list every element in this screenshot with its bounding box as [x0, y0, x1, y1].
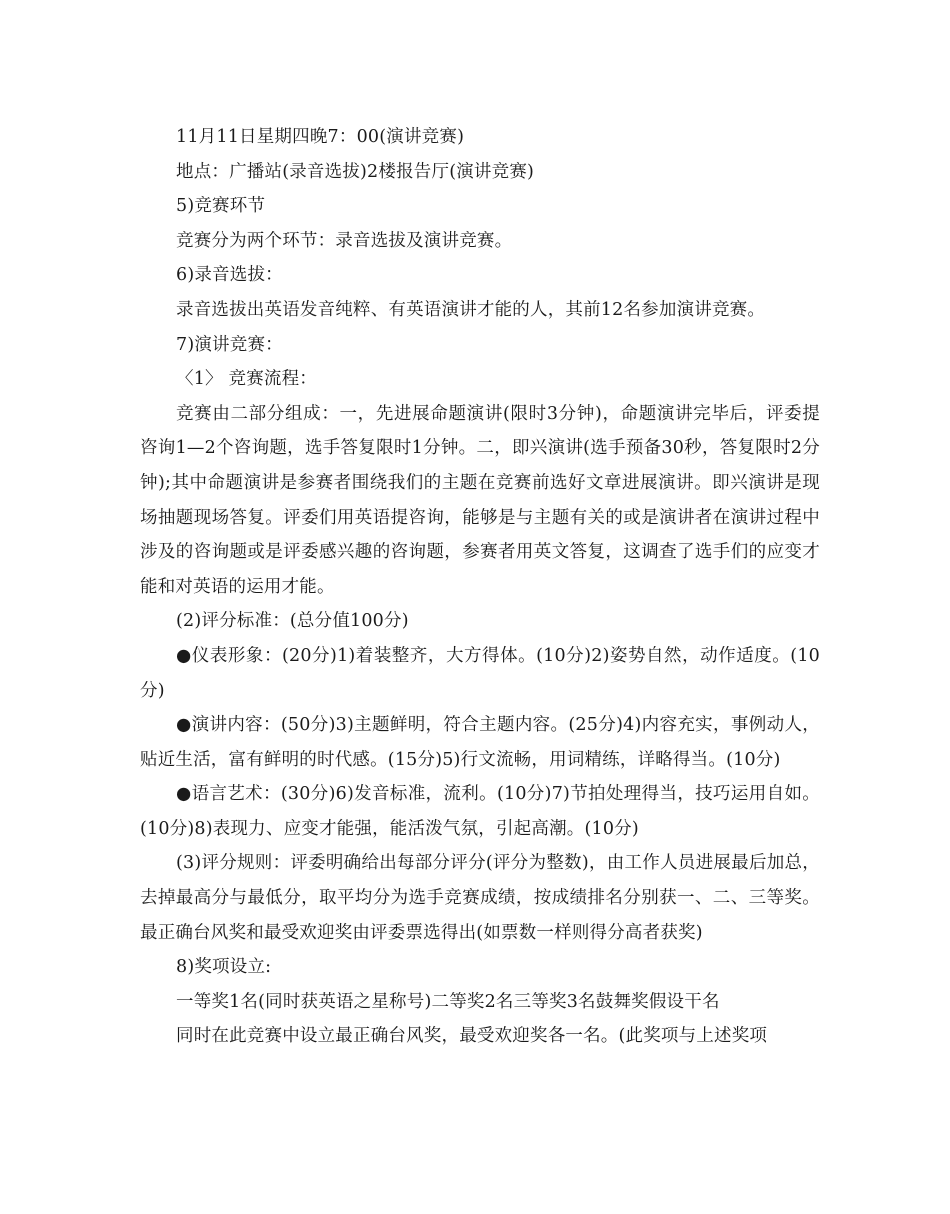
paragraph-special-awards: 同时在此竞赛中设立最正确台风奖，最受欢迎奖各一名。(此奖项与上述奖项 — [176, 1026, 768, 1047]
paragraph-schedule-time: 11月11日星期四晚7：00(演讲竞赛) — [176, 127, 465, 147]
heading-competition-stages: 5)竞赛环节 — [176, 196, 266, 217]
paragraph-recording-selection: 录音选拔出英语发音纯粹、有英语演讲才能的人，其前12名参加演讲竞赛。 — [176, 299, 766, 320]
paragraph-award-list: 一等奖1名(同时获英语之星称号)二等奖2名三等奖3名鼓舞奖假设干名 — [176, 991, 720, 1012]
heading-speech-contest: 7)演讲竞赛： — [176, 334, 283, 355]
paragraph-stages-overview: 竞赛分为两个环节：录音选拔及演讲竞赛。 — [176, 230, 513, 251]
paragraph-criteria-content: ●演讲内容：(50分)3)主题鲜明，符合主题内容。(25分)4)内容充实，事例动人，贴近生活，富有鲜明的时代感。(15分)5)行文流畅，用词精练，详略得当。(10分) — [140, 715, 820, 770]
paragraph-contest-process: 竞赛由二部分组成：一，先进展命题演讲(限时3分钟)，命题演讲完毕后，评委提咨询1—2个咨询题，选手答复限时1分钟。二，即兴演讲(选手预备30秒，答复限时2分钟);其中命题演讲是参赛者围绕我们的主题在竞赛前选好文章进展演讲。即兴演讲是现场抽题现场答复。评委们用英语提咨询，能够是与主题有关的或是演讲者在演讲过程中涉及的咨询题或是评委感兴趣的咨询题，参赛者用英文答复，这调查了选手们的应变才能和对英语的运用才能。 — [140, 403, 820, 597]
heading-contest-process: 〈1〉 竞赛流程： — [176, 369, 317, 390]
paragraph-scoring-rules: (3)评分规则：评委明确给出每部分评分(评分为整数)，由工作人员进展最后加总，去掉最高分与最低分，取平均分为选手竞赛成绩，按成绩排名分别获一、二、三等奖。最正确台风奖和最受欢迎奖由评委票选得出(如票数一样则得分高者获奖) — [140, 853, 820, 943]
heading-awards: 8)奖项设立: — [176, 957, 272, 978]
document-body — [140, 120, 820, 1054]
paragraph-criteria-language: ●语言艺术：(30分)6)发音标准，流利。(10分)7)节拍处理得当，技巧运用自如。(10分)8)表现力、应变才能强，能活泼气氛，引起高潮。(10分) — [140, 784, 820, 839]
paragraph-criteria-appearance: ●仪表形象：(20分)1)着装整齐，大方得体。(10分)2)姿势自然，动作适度。(10分) — [140, 645, 820, 701]
heading-scoring-criteria: (2)评分标准：(总分值100分) — [176, 611, 409, 632]
paragraph-location: 地点：广播站(录音选拔)2楼报告厅(演讲竞赛) — [176, 161, 535, 182]
heading-recording-selection: 6)录音选拔： — [176, 265, 283, 286]
